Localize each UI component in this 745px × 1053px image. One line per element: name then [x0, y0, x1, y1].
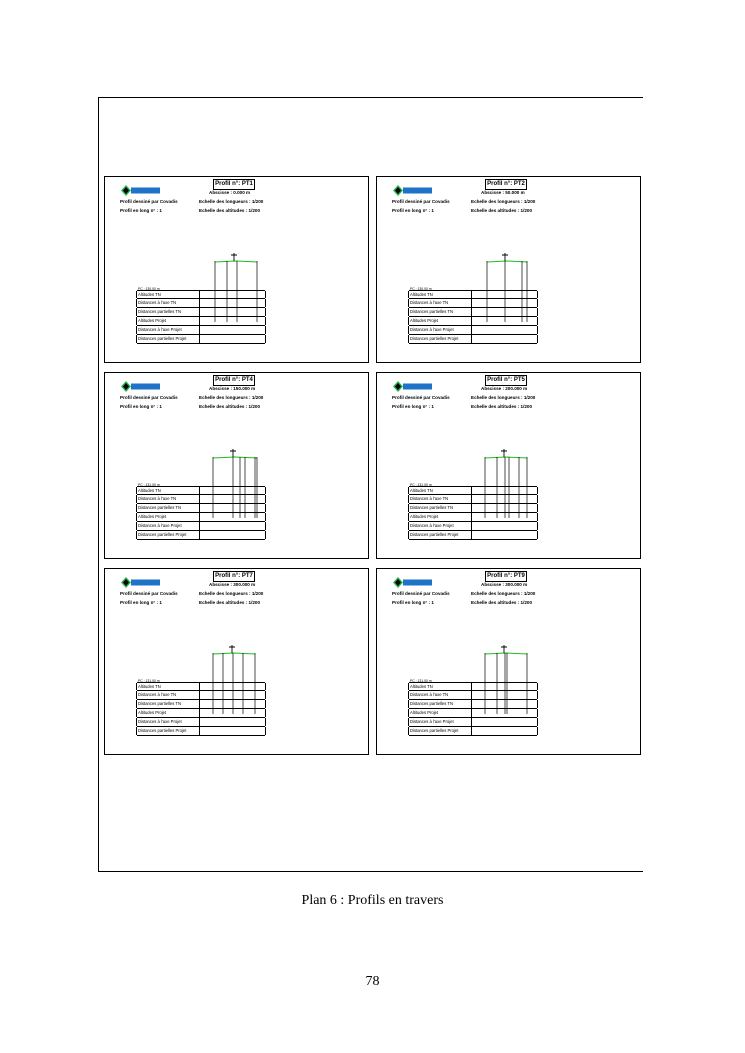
- table-rule: [408, 727, 409, 735]
- table-rule: [471, 487, 472, 494]
- row-label: Distances partielles Projet: [410, 728, 459, 733]
- row-label: Altitudes Projet: [410, 514, 439, 519]
- table-rule: [265, 683, 266, 690]
- axis-marker-icon: [501, 645, 507, 653]
- table-row: [137, 299, 265, 308]
- table-row: [409, 691, 537, 700]
- table-rule: [408, 299, 409, 307]
- table-rule: [136, 522, 137, 530]
- terrain-line: [485, 653, 527, 654]
- reference-plane-label: PC : 131.00 m: [138, 679, 160, 683]
- row-label: Altitudes TN: [138, 488, 161, 493]
- profile-long-label: Profil en long n° : 1: [120, 208, 162, 213]
- profile-title: Profil n°: PT5: [485, 375, 527, 386]
- table-rule: [199, 683, 200, 690]
- profile-title: Profil n°: PT1: [213, 179, 255, 190]
- table-rule: [265, 700, 266, 708]
- table-row: [409, 326, 537, 335]
- table-rule: [199, 691, 200, 699]
- table-rule: [537, 718, 538, 726]
- table-rule: [537, 700, 538, 708]
- table-row: [409, 700, 537, 709]
- row-label: Distances partielles TN: [138, 505, 181, 510]
- table-rule: [136, 291, 137, 298]
- table-rule: [136, 691, 137, 699]
- table-rule: [537, 317, 538, 325]
- table-rule: [136, 299, 137, 307]
- table-rule: [471, 299, 472, 307]
- row-label: Distances partielles TN: [410, 309, 453, 314]
- table-row: [409, 504, 537, 513]
- page-number: 78: [365, 974, 380, 989]
- table-rule: [136, 683, 137, 690]
- table-rule: [537, 495, 538, 503]
- table-row: [409, 522, 537, 531]
- terrain-line: [213, 457, 257, 458]
- drawn-by-label: Profil dessiné par Covadis: [392, 591, 450, 596]
- table-rule: [265, 709, 266, 717]
- length-scale-label: Echelle des longueurs : 1/200: [471, 395, 536, 400]
- table-rule: [199, 531, 200, 539]
- table-rule: [471, 709, 472, 717]
- table-rule: [537, 335, 538, 343]
- table-rule: [408, 317, 409, 325]
- row-label: Distances partielles Projet: [138, 532, 187, 537]
- row-label: Distances à l'axe TN: [138, 692, 177, 697]
- table-rule: [199, 487, 200, 494]
- row-label: Distances à l'axe TN: [138, 300, 177, 305]
- row-label: Distances partielles TN: [410, 505, 453, 510]
- table-rule: [537, 487, 538, 494]
- row-label: Distances à l'axe TN: [410, 692, 449, 697]
- table-row: [409, 308, 537, 317]
- row-label: Altitudes Projet: [138, 318, 167, 323]
- table-rule: [408, 522, 409, 530]
- table-row: [409, 299, 537, 308]
- table-rule: [265, 326, 266, 334]
- profile-panel: [376, 176, 641, 363]
- table-rule: [537, 291, 538, 298]
- table-rule: [408, 487, 409, 494]
- table-rule: [199, 718, 200, 726]
- axis-marker-icon: [501, 449, 507, 457]
- table-row: [137, 513, 265, 522]
- abscisse-label: Abscisse : 300.000 m: [481, 582, 528, 587]
- row-label: Distances partielles TN: [410, 701, 453, 706]
- table-rule: [408, 709, 409, 717]
- table-rule: [199, 326, 200, 334]
- table-rule: [408, 683, 409, 690]
- row-label: Altitudes TN: [138, 292, 161, 297]
- length-scale-label: Echelle des longueurs : 1/200: [199, 395, 264, 400]
- table-rule: [265, 718, 266, 726]
- length-scale-label: Echelle des longueurs : 1/200: [471, 591, 536, 596]
- row-label: Altitudes TN: [410, 488, 433, 493]
- row-label: Distances partielles TN: [138, 309, 181, 314]
- table-rule: [471, 691, 472, 699]
- table-rule: [537, 531, 538, 539]
- row-label: Distances à l'axe TN: [410, 496, 449, 501]
- table-rule: [408, 326, 409, 334]
- table-rule: [408, 335, 409, 343]
- profile-long-label: Profil en long n° : 1: [120, 404, 162, 409]
- table-row: [409, 727, 537, 736]
- table-rule: [537, 513, 538, 521]
- table-rule: [265, 522, 266, 530]
- table-row: [137, 290, 265, 299]
- altitude-scale-label: Echelle des altitudes : 1/200: [199, 600, 261, 605]
- table-row: [409, 486, 537, 495]
- drawn-by-label: Profil dessiné par Covadis: [120, 591, 178, 596]
- table-rule: [537, 326, 538, 334]
- table-rule: [199, 522, 200, 530]
- table-row: [137, 495, 265, 504]
- table-rule: [471, 700, 472, 708]
- profile-table: [409, 486, 537, 540]
- table-row: [137, 718, 265, 727]
- drawn-by-label: Profil dessiné par Covadis: [120, 395, 178, 400]
- table-rule: [136, 700, 137, 708]
- table-row: [137, 531, 265, 540]
- figure-caption: Plan 6 : Profils en travers: [301, 893, 444, 908]
- table-rule: [265, 691, 266, 699]
- table-rule: [408, 291, 409, 298]
- table-row: [137, 700, 265, 709]
- table-rule: [471, 531, 472, 539]
- table-rule: [537, 299, 538, 307]
- table-rule: [136, 718, 137, 726]
- altitude-scale-label: Echelle des altitudes : 1/200: [471, 208, 533, 213]
- drawn-by-label: Profil dessiné par Covadis: [392, 199, 450, 204]
- profile-title: Profil n°: PT2: [485, 179, 527, 190]
- table-row: [137, 522, 265, 531]
- table-rule: [471, 326, 472, 334]
- table-rule: [265, 335, 266, 343]
- table-row: [137, 308, 265, 317]
- row-label: Altitudes TN: [410, 292, 433, 297]
- table-rule: [408, 513, 409, 521]
- table-row: [137, 335, 265, 344]
- table-rule: [537, 522, 538, 530]
- table-rule: [136, 531, 137, 539]
- profile-table: [409, 682, 537, 736]
- table-row: [137, 504, 265, 513]
- profile-panel: [104, 176, 369, 363]
- altitude-scale-label: Echelle des altitudes : 1/200: [471, 600, 533, 605]
- table-rule: [199, 291, 200, 298]
- table-rule: [199, 335, 200, 343]
- table-row: [137, 317, 265, 326]
- terrain-line: [487, 261, 527, 262]
- profile-long-label: Profil en long n° : 1: [392, 600, 434, 605]
- table-rule: [537, 709, 538, 717]
- table-rule: [265, 317, 266, 325]
- table-rule: [199, 308, 200, 316]
- axis-marker-icon: [230, 449, 236, 457]
- table-rule: [471, 727, 472, 735]
- table-rule: [471, 317, 472, 325]
- row-label: Distances partielles Projet: [138, 728, 187, 733]
- abscisse-label: Abscisse : 200.000 m: [481, 386, 528, 391]
- table-rule: [537, 683, 538, 690]
- row-label: Distances à l'axe Projet: [138, 719, 182, 724]
- profile-panel: [376, 568, 641, 755]
- row-label: Altitudes Projet: [138, 710, 167, 715]
- abscisse-label: Abscisse : 50.000 m: [481, 190, 525, 195]
- table-rule: [471, 495, 472, 503]
- row-label: Distances à l'axe TN: [410, 300, 449, 305]
- row-label: Distances partielles Projet: [138, 336, 187, 341]
- altitude-scale-label: Echelle des altitudes : 1/200: [199, 208, 261, 213]
- table-rule: [408, 495, 409, 503]
- table-rule: [408, 308, 409, 316]
- table-rule: [265, 308, 266, 316]
- profile-long-label: Profil en long n° : 1: [392, 404, 434, 409]
- row-label: Altitudes TN: [138, 684, 161, 689]
- table-rule: [265, 495, 266, 503]
- reference-plane-label: PC : 130.00 m: [410, 287, 432, 291]
- table-rule: [199, 700, 200, 708]
- terrain-line: [215, 261, 257, 262]
- table-row: [137, 486, 265, 495]
- profile-panel: [104, 568, 369, 755]
- table-rule: [408, 504, 409, 512]
- table-rule: [471, 718, 472, 726]
- table-rule: [199, 709, 200, 717]
- table-rule: [471, 308, 472, 316]
- table-row: [409, 718, 537, 727]
- table-row: [409, 709, 537, 718]
- profile-title: Profil n°: PT4: [213, 375, 255, 386]
- table-row: [137, 326, 265, 335]
- table-rule: [471, 683, 472, 690]
- table-rule: [471, 335, 472, 343]
- table-rule: [537, 504, 538, 512]
- abscisse-label: Abscisse : 300.000 m: [209, 582, 256, 587]
- row-label: Distances partielles Projet: [410, 336, 459, 341]
- table-rule: [408, 531, 409, 539]
- table-rule: [199, 495, 200, 503]
- length-scale-label: Echelle des longueurs : 1/200: [471, 199, 536, 204]
- terrain-line: [485, 457, 527, 458]
- abscisse-label: Abscisse : 0.000 m: [209, 190, 251, 195]
- reference-plane-label: PC : 130.00 m: [138, 287, 160, 291]
- table-row: [137, 691, 265, 700]
- table-rule: [136, 495, 137, 503]
- table-rule: [136, 709, 137, 717]
- table-row: [409, 335, 537, 344]
- drawn-by-label: Profil dessiné par Covadis: [392, 395, 450, 400]
- table-rule: [136, 326, 137, 334]
- altitude-scale-label: Echelle des altitudes : 1/200: [199, 404, 261, 409]
- table-rule: [199, 299, 200, 307]
- table-rule: [471, 504, 472, 512]
- profile-long-label: Profil en long n° : 1: [392, 208, 434, 213]
- table-row: [137, 727, 265, 736]
- table-rule: [265, 299, 266, 307]
- table-rule: [471, 513, 472, 521]
- table-row: [409, 513, 537, 522]
- table-rule: [265, 487, 266, 494]
- table-rule: [136, 513, 137, 521]
- axis-marker-icon: [229, 645, 235, 653]
- row-label: Distances à l'axe TN: [138, 496, 177, 501]
- table-rule: [537, 691, 538, 699]
- table-row: [409, 682, 537, 691]
- table-rule: [265, 531, 266, 539]
- reference-plane-label: PC : 131.00 m: [138, 483, 160, 487]
- profile-table: [409, 290, 537, 344]
- table-row: [137, 682, 265, 691]
- table-rule: [136, 727, 137, 735]
- profile-panel: [376, 372, 641, 559]
- profile-long-label: Profil en long n° : 1: [120, 600, 162, 605]
- axis-marker-icon: [502, 253, 508, 261]
- profile-table: [137, 682, 265, 736]
- table-rule: [199, 727, 200, 735]
- table-rule: [199, 513, 200, 521]
- table-rule: [408, 691, 409, 699]
- table-rule: [136, 335, 137, 343]
- row-label: Distances à l'axe Projet: [138, 523, 182, 528]
- table-row: [409, 495, 537, 504]
- profile-title: Profil n°: PT9: [485, 571, 527, 582]
- table-row: [409, 317, 537, 326]
- profile-title: Profil n°: PT7: [213, 571, 255, 582]
- table-rule: [265, 727, 266, 735]
- table-rule: [136, 317, 137, 325]
- altitude-scale-label: Echelle des altitudes : 1/200: [471, 404, 533, 409]
- table-rule: [471, 291, 472, 298]
- table-rule: [537, 308, 538, 316]
- table-rule: [408, 718, 409, 726]
- row-label: Distances à l'axe Projet: [410, 523, 454, 528]
- profile-table: [137, 290, 265, 344]
- table-rule: [537, 727, 538, 735]
- row-label: Altitudes TN: [410, 684, 433, 689]
- length-scale-label: Echelle des longueurs : 1/200: [199, 199, 264, 204]
- axis-marker-icon: [231, 253, 237, 261]
- row-label: Distances à l'axe Projet: [138, 327, 182, 332]
- terrain-line: [213, 653, 255, 654]
- reference-plane-label: PC : 131.00 m: [410, 483, 432, 487]
- reference-plane-label: PC : 131.00 m: [410, 679, 432, 683]
- table-row: [137, 709, 265, 718]
- profile-table: [137, 486, 265, 540]
- table-rule: [265, 513, 266, 521]
- drawing-frame: [98, 97, 643, 872]
- profile-panel: [104, 372, 369, 559]
- table-rule: [136, 504, 137, 512]
- length-scale-label: Echelle des longueurs : 1/200: [199, 591, 264, 596]
- row-label: Distances à l'axe Projet: [410, 719, 454, 724]
- row-label: Distances partielles TN: [138, 701, 181, 706]
- row-label: Altitudes Projet: [138, 514, 167, 519]
- table-rule: [199, 504, 200, 512]
- table-rule: [136, 308, 137, 316]
- row-label: Distances à l'axe Projet: [410, 327, 454, 332]
- abscisse-label: Abscisse : 150.000 m: [209, 386, 256, 391]
- table-rule: [136, 487, 137, 494]
- table-rule: [471, 522, 472, 530]
- table-row: [409, 531, 537, 540]
- table-rule: [265, 291, 266, 298]
- row-label: Altitudes Projet: [410, 710, 439, 715]
- row-label: Distances partielles Projet: [410, 532, 459, 537]
- drawn-by-label: Profil dessiné par Covadis: [120, 199, 178, 204]
- table-rule: [408, 700, 409, 708]
- table-row: [409, 290, 537, 299]
- row-label: Altitudes Projet: [410, 318, 439, 323]
- table-rule: [265, 504, 266, 512]
- table-rule: [199, 317, 200, 325]
